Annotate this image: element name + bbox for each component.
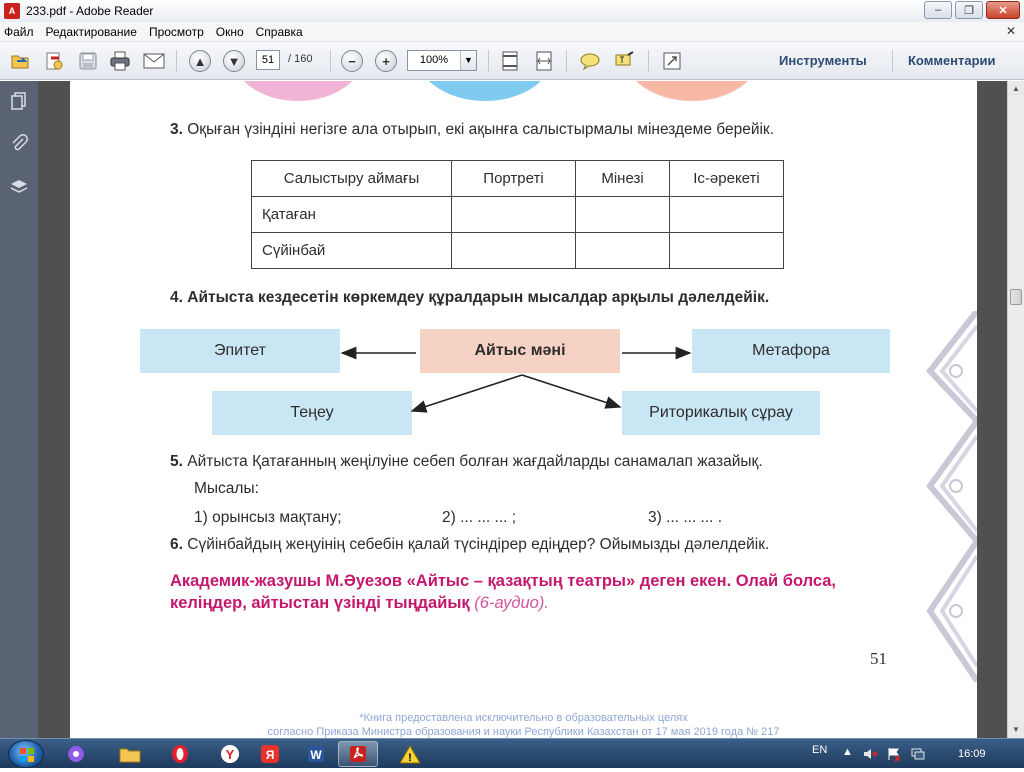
- svg-text:Я: Я: [265, 748, 275, 762]
- scroll-up-icon[interactable]: ▲: [1008, 81, 1024, 97]
- audio-instruction-line-2: келіңдер, айтыстан үзінді тыңдайық: [170, 594, 470, 612]
- table-header-cell: Портреті: [452, 161, 576, 197]
- comment-icon[interactable]: [578, 49, 602, 73]
- close-button[interactable]: ✕: [986, 1, 1020, 19]
- open-file-icon[interactable]: [8, 49, 32, 73]
- diagram-box-simile: Теңеу: [212, 391, 412, 435]
- task-3: 3. Оқыған үзіндіні негізге ала отырып, екі ақынға салыстырмалы мінездеме берейік.: [170, 121, 775, 138]
- example-item-1: 1) орынсыз мақтану;: [194, 509, 342, 526]
- chevron-down-icon[interactable]: ▼: [460, 51, 476, 70]
- task-6: 6. Сүйінбайдың жеңуінің себебін қалай түсіндірер едіңдер? Ойымызды дәлелдейік.: [170, 536, 770, 553]
- action-center-flag-icon[interactable]: [886, 746, 902, 765]
- audio-reference: (6-аудио).: [474, 594, 549, 612]
- task-5-text: Айтыста Қатағанның жеңілуіне себеп болған жағдайларды санамалап жазайық.: [187, 453, 763, 470]
- page-number-input[interactable]: 51: [256, 50, 280, 70]
- menu-window[interactable]: Окно: [215, 24, 244, 39]
- ornament-decoration: [920, 311, 977, 691]
- audio-instruction: [170, 570, 970, 614]
- attachments-icon[interactable]: [9, 133, 29, 153]
- example-label: Мысалы:: [194, 480, 259, 497]
- document-area[interactable]: [38, 81, 1007, 738]
- task-4-text: Айтыста кездесетін көркемдеу құралдарын мысалдар арқылы дәлелдейік.: [187, 289, 770, 306]
- audio-instruction-line-1: Академик-жазушы М.Әуезов «Айтыс – қазақтың театры» деген екен. Олай болса,: [170, 572, 837, 590]
- menu-bar: [0, 22, 1024, 42]
- table-header-cell: Мінезі: [576, 161, 670, 197]
- vertical-scrollbar[interactable]: [1007, 81, 1024, 738]
- adobe-reader-taskbar-icon[interactable]: [338, 741, 378, 767]
- show-hidden-icons[interactable]: ▲: [842, 746, 853, 758]
- layers-icon[interactable]: [9, 177, 29, 197]
- previous-page-button[interactable]: ▲: [188, 49, 212, 73]
- menu-view[interactable]: Просмотр: [148, 24, 204, 39]
- table-cell: Сүйінбай: [252, 233, 452, 269]
- title-bar: [0, 0, 1024, 22]
- browser-taskbar-icon[interactable]: [56, 741, 96, 767]
- window-title: 233.pdf - Adobe Reader: [26, 4, 154, 18]
- svg-text:!: !: [408, 752, 412, 764]
- zoom-value: 100%: [419, 54, 449, 66]
- toolbar-separator: [648, 50, 649, 72]
- create-pdf-icon[interactable]: [42, 49, 66, 73]
- volume-muted-icon[interactable]: [862, 746, 878, 765]
- svg-text:Y: Y: [225, 747, 235, 762]
- navigation-panel: [0, 81, 38, 738]
- page-total: / 160: [288, 53, 313, 65]
- example-item-2: 2) ... ... ... ;: [442, 509, 517, 526]
- watermark-line-1: *Книга предоставлена исключительно в образовательных целях: [359, 712, 688, 724]
- task-5: 5. Айтыста Қатағанның жеңілуіне себеп болған жағдайларды санамалап жазайық.: [170, 453, 763, 470]
- opera-taskbar-icon[interactable]: [160, 741, 200, 767]
- clock-time[interactable]: 16:09: [958, 748, 986, 760]
- table-header-cell: Іс-әрекеті: [670, 161, 784, 197]
- explorer-taskbar-icon[interactable]: [110, 741, 150, 767]
- table-cell: Қатаған: [252, 197, 452, 233]
- toolbar: [0, 42, 1024, 80]
- fit-width-icon[interactable]: [532, 49, 556, 73]
- svg-text:W: W: [310, 748, 322, 762]
- diagram-box-epithet: Эпитет: [140, 329, 340, 373]
- email-icon[interactable]: [142, 49, 166, 73]
- yandex-taskbar-icon[interactable]: [210, 741, 250, 767]
- next-page-button[interactable]: ▼: [222, 49, 246, 73]
- page-thumbnails-icon[interactable]: [9, 91, 29, 111]
- start-button[interactable]: [8, 740, 44, 768]
- word-taskbar-icon[interactable]: [296, 741, 336, 767]
- menu-edit[interactable]: Редактирование: [45, 24, 137, 39]
- print-icon[interactable]: [108, 49, 132, 73]
- maximize-button[interactable]: ❐: [955, 1, 983, 19]
- highlight-icon[interactable]: [612, 49, 636, 73]
- task-3-text: Оқыған үзіндіні негізге ала отырып, екі ақынға салыстырмалы мінездеме берейік.: [187, 121, 775, 138]
- watermark-line-2: согласно Приказа Министра образования и науки Республики Казахстан от 17 мая 2019 года № 217: [267, 726, 780, 738]
- toolbar-separator: [892, 50, 893, 72]
- menu-file[interactable]: Файл: [4, 24, 34, 39]
- toolbar-separator: [566, 50, 567, 72]
- zoom-in-button[interactable]: +: [374, 49, 398, 73]
- diagram-box-metaphor: Метафора: [692, 329, 890, 373]
- page-number: 51: [870, 649, 887, 668]
- adobe-reader-icon: A: [4, 3, 20, 19]
- language-indicator[interactable]: EN: [812, 744, 828, 756]
- toolbar-separator: [176, 50, 177, 72]
- pdf-page: [70, 81, 977, 738]
- warning-taskbar-icon[interactable]: [388, 741, 432, 767]
- diagram-box-center: Айтыс мәні: [420, 329, 620, 373]
- menu-help[interactable]: Справка: [255, 24, 303, 39]
- zoom-select[interactable]: [407, 50, 477, 71]
- table-header-cell: Салыстыру аймағы: [252, 161, 452, 197]
- close-document-icon[interactable]: ✕: [1005, 24, 1017, 38]
- network-icon[interactable]: [910, 746, 926, 765]
- scroll-down-icon[interactable]: ▼: [1008, 722, 1024, 738]
- yandex-browser-taskbar-icon[interactable]: [250, 741, 290, 767]
- expand-view-icon[interactable]: [660, 49, 684, 73]
- example-item-3: 3) ... ... ... .: [648, 509, 723, 526]
- toolbar-separator: [488, 50, 489, 72]
- diagram-arrows: [70, 81, 977, 501]
- diagram-box-rhetorical-question: Риторикалық сұрау: [622, 391, 820, 435]
- minimize-button[interactable]: –: [924, 1, 952, 19]
- save-icon[interactable]: [76, 49, 100, 73]
- scrollbar-thumb[interactable]: [1010, 289, 1022, 305]
- tools-button[interactable]: Инструменты: [779, 53, 867, 68]
- toolbar-separator: [330, 50, 331, 72]
- fit-page-icon[interactable]: [498, 49, 522, 73]
- task-4: 4. Айтыста кездесетін көркемдеу құралдарын мысалдар арқылы дәлелдейік.: [170, 289, 770, 306]
- task-6-text: Сүйінбайдың жеңуінің себебін қалай түсіндірер едіңдер? Ойымызды дәлелдейік.: [187, 536, 770, 553]
- taskbar: [0, 738, 1024, 768]
- zoom-out-button[interactable]: −: [340, 49, 364, 73]
- comments-button[interactable]: Комментарии: [908, 53, 996, 68]
